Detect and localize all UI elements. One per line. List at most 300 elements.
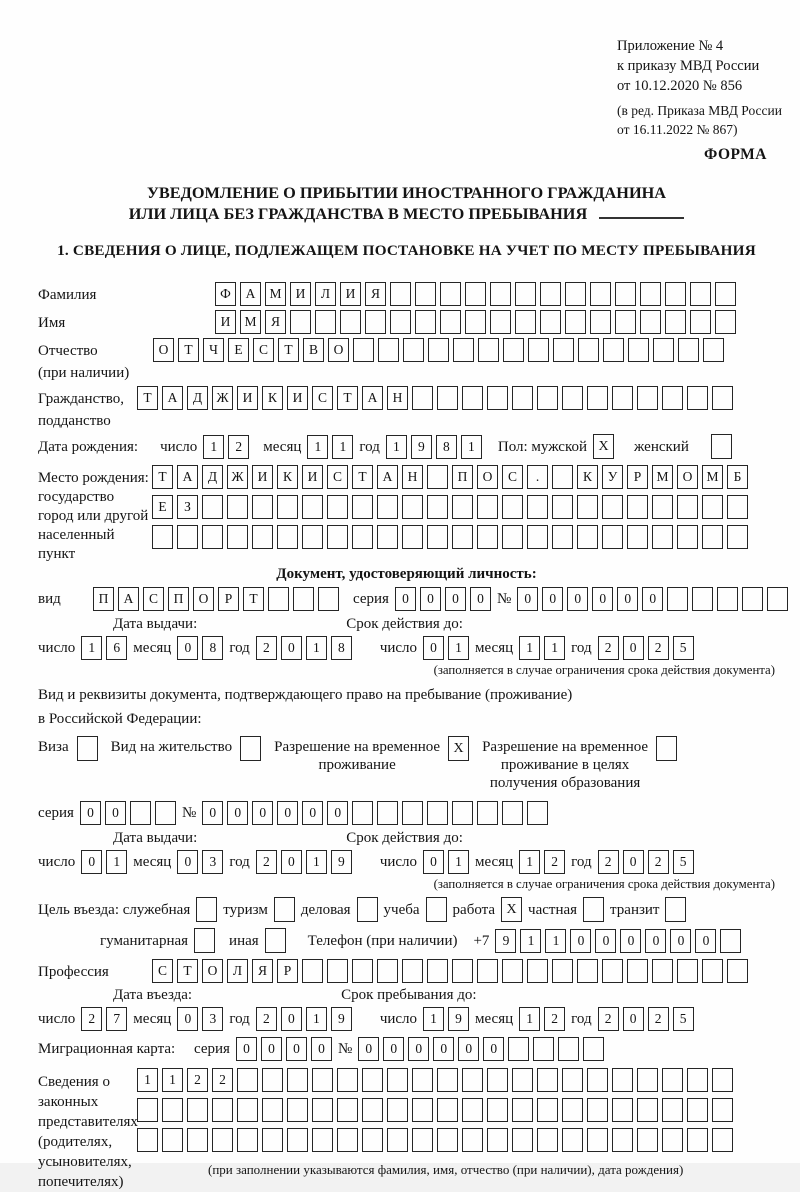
char-box[interactable]: 1 <box>332 435 353 459</box>
char-box[interactable]: В <box>303 338 324 362</box>
purpose-other-checkbox[interactable] <box>265 928 286 953</box>
char-box[interactable] <box>677 959 698 983</box>
char-box[interactable] <box>177 525 198 549</box>
char-box[interactable] <box>562 1128 583 1152</box>
char-box[interactable] <box>353 338 374 362</box>
char-box[interactable]: 0 <box>177 1007 198 1031</box>
char-box[interactable] <box>462 1098 483 1122</box>
char-box[interactable]: 0 <box>695 929 716 953</box>
char-box[interactable] <box>637 386 658 410</box>
char-box[interactable]: 0 <box>645 929 666 953</box>
char-box[interactable]: 1 <box>423 1007 444 1031</box>
char-box[interactable] <box>315 310 336 334</box>
char-box[interactable]: 2 <box>648 850 669 874</box>
char-box[interactable] <box>540 310 561 334</box>
char-box[interactable]: Н <box>387 386 408 410</box>
char-box[interactable]: 0 <box>105 801 126 825</box>
char-box[interactable] <box>402 495 423 519</box>
char-box[interactable]: 0 <box>80 801 101 825</box>
char-box[interactable] <box>428 338 449 362</box>
char-box[interactable] <box>227 495 248 519</box>
char-box[interactable]: С <box>143 587 164 611</box>
char-box[interactable] <box>378 338 399 362</box>
char-box[interactable]: З <box>177 495 198 519</box>
char-box[interactable]: М <box>652 465 673 489</box>
char-box[interactable] <box>717 587 738 611</box>
char-box[interactable]: 0 <box>236 1037 257 1061</box>
residence-permit-checkbox[interactable] <box>240 736 261 761</box>
char-box[interactable]: 0 <box>458 1037 479 1061</box>
char-box[interactable]: 0 <box>202 801 223 825</box>
char-box[interactable] <box>502 525 523 549</box>
char-box[interactable] <box>137 1128 158 1152</box>
char-box[interactable]: 0 <box>302 801 323 825</box>
char-box[interactable]: 1 <box>81 636 102 660</box>
char-box[interactable] <box>590 282 611 306</box>
char-box[interactable] <box>537 1098 558 1122</box>
char-box[interactable] <box>512 1098 533 1122</box>
char-box[interactable] <box>727 959 748 983</box>
char-box[interactable] <box>577 525 598 549</box>
char-box[interactable] <box>187 1098 208 1122</box>
char-box[interactable] <box>565 310 586 334</box>
char-box[interactable] <box>552 959 573 983</box>
char-box[interactable]: 2 <box>648 1007 669 1031</box>
char-box[interactable] <box>515 310 536 334</box>
char-box[interactable]: 0 <box>327 801 348 825</box>
char-box[interactable] <box>662 386 683 410</box>
char-box[interactable]: 0 <box>433 1037 454 1061</box>
char-box[interactable]: 3 <box>202 850 223 874</box>
char-box[interactable] <box>712 1128 733 1152</box>
char-box[interactable] <box>515 282 536 306</box>
char-box[interactable] <box>427 465 448 489</box>
char-box[interactable] <box>537 1068 558 1092</box>
char-box[interactable]: 0 <box>595 929 616 953</box>
char-box[interactable]: 1 <box>306 850 327 874</box>
char-box[interactable] <box>440 282 461 306</box>
char-box[interactable]: 0 <box>542 587 563 611</box>
char-box[interactable] <box>692 587 713 611</box>
char-box[interactable]: 3 <box>202 1007 223 1031</box>
temp-permit-checkbox[interactable]: X <box>448 736 469 761</box>
char-box[interactable]: 2 <box>187 1068 208 1092</box>
char-box[interactable]: 0 <box>281 850 302 874</box>
char-box[interactable]: Е <box>228 338 249 362</box>
char-box[interactable]: Л <box>227 959 248 983</box>
char-box[interactable] <box>527 959 548 983</box>
char-box[interactable] <box>767 587 788 611</box>
char-box[interactable] <box>362 1068 383 1092</box>
char-box[interactable]: 8 <box>331 636 352 660</box>
char-box[interactable]: 2 <box>228 435 249 459</box>
char-box[interactable]: 9 <box>331 1007 352 1031</box>
char-box[interactable]: 0 <box>261 1037 282 1061</box>
char-box[interactable] <box>552 525 573 549</box>
char-box[interactable]: Ч <box>203 338 224 362</box>
char-box[interactable]: 0 <box>445 587 466 611</box>
char-box[interactable]: 1 <box>544 636 565 660</box>
char-box[interactable] <box>477 525 498 549</box>
char-box[interactable] <box>553 338 574 362</box>
char-box[interactable]: 6 <box>106 636 127 660</box>
char-box[interactable] <box>712 386 733 410</box>
char-box[interactable]: 5 <box>673 636 694 660</box>
char-box[interactable] <box>715 310 736 334</box>
study-permit-checkbox[interactable] <box>656 736 677 761</box>
char-box[interactable] <box>583 1037 604 1061</box>
char-box[interactable] <box>502 959 523 983</box>
char-box[interactable]: П <box>93 587 114 611</box>
char-box[interactable] <box>287 1128 308 1152</box>
char-box[interactable]: К <box>277 465 298 489</box>
char-box[interactable] <box>362 1128 383 1152</box>
char-box[interactable] <box>587 1068 608 1092</box>
char-box[interactable]: А <box>240 282 261 306</box>
char-box[interactable] <box>437 1068 458 1092</box>
char-box[interactable] <box>702 495 723 519</box>
char-box[interactable] <box>293 587 314 611</box>
char-box[interactable] <box>603 338 624 362</box>
char-box[interactable]: 1 <box>461 435 482 459</box>
char-box[interactable] <box>565 282 586 306</box>
char-box[interactable]: 2 <box>598 1007 619 1031</box>
char-box[interactable]: 1 <box>137 1068 158 1092</box>
purpose-humanitarian-checkbox[interactable] <box>194 928 215 953</box>
char-box[interactable] <box>362 1098 383 1122</box>
purpose-study-checkbox[interactable] <box>426 897 447 922</box>
char-box[interactable]: 0 <box>623 636 644 660</box>
char-box[interactable] <box>690 310 711 334</box>
char-box[interactable] <box>465 282 486 306</box>
char-box[interactable] <box>352 525 373 549</box>
char-box[interactable] <box>562 1068 583 1092</box>
char-box[interactable]: И <box>340 282 361 306</box>
char-box[interactable] <box>742 587 763 611</box>
char-box[interactable]: 0 <box>277 801 298 825</box>
char-box[interactable]: 2 <box>648 636 669 660</box>
char-box[interactable] <box>390 310 411 334</box>
char-box[interactable] <box>487 386 508 410</box>
char-box[interactable] <box>537 1128 558 1152</box>
char-box[interactable] <box>453 338 474 362</box>
char-box[interactable]: 1 <box>448 850 469 874</box>
char-box[interactable] <box>387 1128 408 1152</box>
char-box[interactable] <box>637 1128 658 1152</box>
char-box[interactable] <box>558 1037 579 1061</box>
char-box[interactable] <box>502 495 523 519</box>
char-box[interactable]: 0 <box>420 587 441 611</box>
char-box[interactable] <box>508 1037 529 1061</box>
char-box[interactable] <box>665 282 686 306</box>
char-box[interactable] <box>503 338 524 362</box>
char-box[interactable] <box>452 495 473 519</box>
char-box[interactable] <box>715 282 736 306</box>
char-box[interactable]: 1 <box>306 1007 327 1031</box>
char-box[interactable] <box>527 525 548 549</box>
char-box[interactable] <box>340 310 361 334</box>
char-box[interactable] <box>578 338 599 362</box>
char-box[interactable] <box>512 386 533 410</box>
char-box[interactable] <box>137 1098 158 1122</box>
char-box[interactable]: Т <box>278 338 299 362</box>
char-box[interactable]: О <box>677 465 698 489</box>
char-box[interactable] <box>490 310 511 334</box>
purpose-private-checkbox[interactable] <box>583 897 604 922</box>
char-box[interactable] <box>227 525 248 549</box>
char-box[interactable]: К <box>262 386 283 410</box>
char-box[interactable] <box>202 525 223 549</box>
char-box[interactable] <box>377 801 398 825</box>
char-box[interactable] <box>462 386 483 410</box>
char-box[interactable] <box>512 1068 533 1092</box>
char-box[interactable]: 0 <box>642 587 663 611</box>
char-box[interactable]: Я <box>252 959 273 983</box>
char-box[interactable]: 1 <box>448 636 469 660</box>
char-box[interactable] <box>130 801 151 825</box>
char-box[interactable] <box>352 495 373 519</box>
char-box[interactable] <box>712 1068 733 1092</box>
char-box[interactable] <box>452 959 473 983</box>
char-box[interactable]: Ф <box>215 282 236 306</box>
char-box[interactable] <box>462 1128 483 1152</box>
char-box[interactable] <box>687 1098 708 1122</box>
char-box[interactable] <box>487 1068 508 1092</box>
char-box[interactable] <box>318 587 339 611</box>
char-box[interactable]: 2 <box>598 850 619 874</box>
char-box[interactable]: Н <box>402 465 423 489</box>
char-box[interactable]: А <box>362 386 383 410</box>
char-box[interactable]: 0 <box>281 636 302 660</box>
purpose-business-checkbox[interactable] <box>196 897 217 922</box>
char-box[interactable] <box>312 1068 333 1092</box>
char-box[interactable] <box>690 282 711 306</box>
char-box[interactable]: 8 <box>202 636 223 660</box>
char-box[interactable] <box>327 495 348 519</box>
char-box[interactable]: Т <box>177 959 198 983</box>
char-box[interactable] <box>302 495 323 519</box>
char-box[interactable] <box>302 959 323 983</box>
char-box[interactable]: М <box>265 282 286 306</box>
char-box[interactable]: 0 <box>423 636 444 660</box>
char-box[interactable] <box>637 1068 658 1092</box>
char-box[interactable] <box>677 525 698 549</box>
char-box[interactable] <box>552 465 573 489</box>
char-box[interactable]: С <box>253 338 274 362</box>
char-box[interactable] <box>237 1068 258 1092</box>
char-box[interactable] <box>302 525 323 549</box>
char-box[interactable] <box>537 386 558 410</box>
char-box[interactable] <box>277 525 298 549</box>
char-box[interactable]: И <box>302 465 323 489</box>
char-box[interactable]: С <box>327 465 348 489</box>
char-box[interactable]: 2 <box>544 850 565 874</box>
char-box[interactable] <box>512 1128 533 1152</box>
char-box[interactable]: С <box>312 386 333 410</box>
char-box[interactable] <box>533 1037 554 1061</box>
char-box[interactable] <box>415 282 436 306</box>
char-box[interactable]: О <box>202 959 223 983</box>
char-box[interactable]: 0 <box>670 929 691 953</box>
char-box[interactable]: Я <box>265 310 286 334</box>
char-box[interactable] <box>627 959 648 983</box>
char-box[interactable]: И <box>215 310 236 334</box>
char-box[interactable] <box>477 801 498 825</box>
char-box[interactable] <box>662 1098 683 1122</box>
char-box[interactable] <box>678 338 699 362</box>
char-box[interactable]: 1 <box>545 929 566 953</box>
char-box[interactable] <box>187 1128 208 1152</box>
char-box[interactable] <box>337 1098 358 1122</box>
char-box[interactable] <box>403 338 424 362</box>
char-box[interactable] <box>337 1128 358 1152</box>
char-box[interactable] <box>402 525 423 549</box>
char-box[interactable] <box>327 959 348 983</box>
char-box[interactable] <box>427 801 448 825</box>
char-box[interactable] <box>587 386 608 410</box>
char-box[interactable]: 1 <box>203 435 224 459</box>
char-box[interactable]: А <box>377 465 398 489</box>
char-box[interactable] <box>687 1068 708 1092</box>
char-box[interactable]: Р <box>218 587 239 611</box>
char-box[interactable]: П <box>452 465 473 489</box>
char-box[interactable]: 0 <box>423 850 444 874</box>
char-box[interactable] <box>502 801 523 825</box>
char-box[interactable] <box>720 929 741 953</box>
char-box[interactable] <box>552 495 573 519</box>
char-box[interactable] <box>627 495 648 519</box>
char-box[interactable] <box>427 525 448 549</box>
sex-female-checkbox[interactable] <box>711 434 732 459</box>
char-box[interactable] <box>590 310 611 334</box>
purpose-transit-checkbox[interactable] <box>665 897 686 922</box>
char-box[interactable]: 1 <box>519 850 540 874</box>
purpose-commercial-checkbox[interactable] <box>357 897 378 922</box>
char-box[interactable] <box>452 525 473 549</box>
char-box[interactable] <box>487 1098 508 1122</box>
char-box[interactable] <box>602 525 623 549</box>
char-box[interactable] <box>612 1128 633 1152</box>
char-box[interactable] <box>662 1068 683 1092</box>
char-box[interactable]: 2 <box>256 636 277 660</box>
char-box[interactable] <box>237 1098 258 1122</box>
char-box[interactable] <box>262 1098 283 1122</box>
purpose-work-checkbox[interactable]: X <box>501 897 522 922</box>
char-box[interactable] <box>412 1128 433 1152</box>
char-box[interactable] <box>667 587 688 611</box>
char-box[interactable]: А <box>162 386 183 410</box>
char-box[interactable] <box>612 1098 633 1122</box>
char-box[interactable] <box>237 1128 258 1152</box>
char-box[interactable] <box>427 495 448 519</box>
char-box[interactable] <box>562 386 583 410</box>
sex-male-checkbox[interactable]: X <box>593 434 614 459</box>
char-box[interactable]: Ж <box>227 465 248 489</box>
char-box[interactable] <box>387 1068 408 1092</box>
char-box[interactable] <box>437 1128 458 1152</box>
char-box[interactable] <box>628 338 649 362</box>
char-box[interactable] <box>390 282 411 306</box>
char-box[interactable] <box>252 525 273 549</box>
char-box[interactable] <box>277 495 298 519</box>
char-box[interactable] <box>577 959 598 983</box>
char-box[interactable] <box>465 310 486 334</box>
char-box[interactable]: 0 <box>177 636 198 660</box>
char-box[interactable] <box>387 1098 408 1122</box>
char-box[interactable]: П <box>168 587 189 611</box>
char-box[interactable]: 0 <box>358 1037 379 1061</box>
char-box[interactable] <box>587 1098 608 1122</box>
char-box[interactable]: 9 <box>495 929 516 953</box>
char-box[interactable] <box>702 525 723 549</box>
char-box[interactable] <box>337 1068 358 1092</box>
char-box[interactable] <box>477 959 498 983</box>
char-box[interactable] <box>612 386 633 410</box>
char-box[interactable] <box>665 310 686 334</box>
char-box[interactable]: 0 <box>592 587 613 611</box>
char-box[interactable] <box>587 1128 608 1152</box>
char-box[interactable]: 5 <box>673 1007 694 1031</box>
char-box[interactable] <box>687 386 708 410</box>
char-box[interactable] <box>262 1068 283 1092</box>
char-box[interactable]: Т <box>243 587 264 611</box>
char-box[interactable]: 2 <box>256 850 277 874</box>
char-box[interactable] <box>652 959 673 983</box>
char-box[interactable] <box>440 310 461 334</box>
char-box[interactable] <box>637 1098 658 1122</box>
char-box[interactable] <box>365 310 386 334</box>
char-box[interactable]: 0 <box>617 587 638 611</box>
char-box[interactable] <box>702 959 723 983</box>
char-box[interactable] <box>727 495 748 519</box>
char-box[interactable]: С <box>152 959 173 983</box>
char-box[interactable] <box>577 495 598 519</box>
char-box[interactable]: И <box>252 465 273 489</box>
char-box[interactable] <box>653 338 674 362</box>
char-box[interactable] <box>252 495 273 519</box>
char-box[interactable] <box>162 1098 183 1122</box>
char-box[interactable] <box>377 495 398 519</box>
char-box[interactable]: О <box>193 587 214 611</box>
char-box[interactable]: 1 <box>307 435 328 459</box>
char-box[interactable] <box>677 495 698 519</box>
char-box[interactable] <box>412 1098 433 1122</box>
char-box[interactable]: Ж <box>212 386 233 410</box>
char-box[interactable]: 1 <box>520 929 541 953</box>
char-box[interactable]: 0 <box>483 1037 504 1061</box>
char-box[interactable] <box>415 310 436 334</box>
char-box[interactable] <box>402 959 423 983</box>
char-box[interactable]: 0 <box>517 587 538 611</box>
char-box[interactable]: Р <box>277 959 298 983</box>
purpose-tourism-checkbox[interactable] <box>274 897 295 922</box>
char-box[interactable]: 9 <box>411 435 432 459</box>
char-box[interactable]: К <box>577 465 598 489</box>
char-box[interactable]: 0 <box>567 587 588 611</box>
char-box[interactable]: 0 <box>623 850 644 874</box>
char-box[interactable] <box>640 310 661 334</box>
char-box[interactable]: Д <box>187 386 208 410</box>
char-box[interactable] <box>478 338 499 362</box>
char-box[interactable] <box>602 959 623 983</box>
char-box[interactable]: 0 <box>286 1037 307 1061</box>
char-box[interactable]: Т <box>337 386 358 410</box>
char-box[interactable]: 0 <box>383 1037 404 1061</box>
char-box[interactable] <box>412 386 433 410</box>
char-box[interactable]: 0 <box>227 801 248 825</box>
char-box[interactable] <box>162 1128 183 1152</box>
char-box[interactable] <box>527 495 548 519</box>
